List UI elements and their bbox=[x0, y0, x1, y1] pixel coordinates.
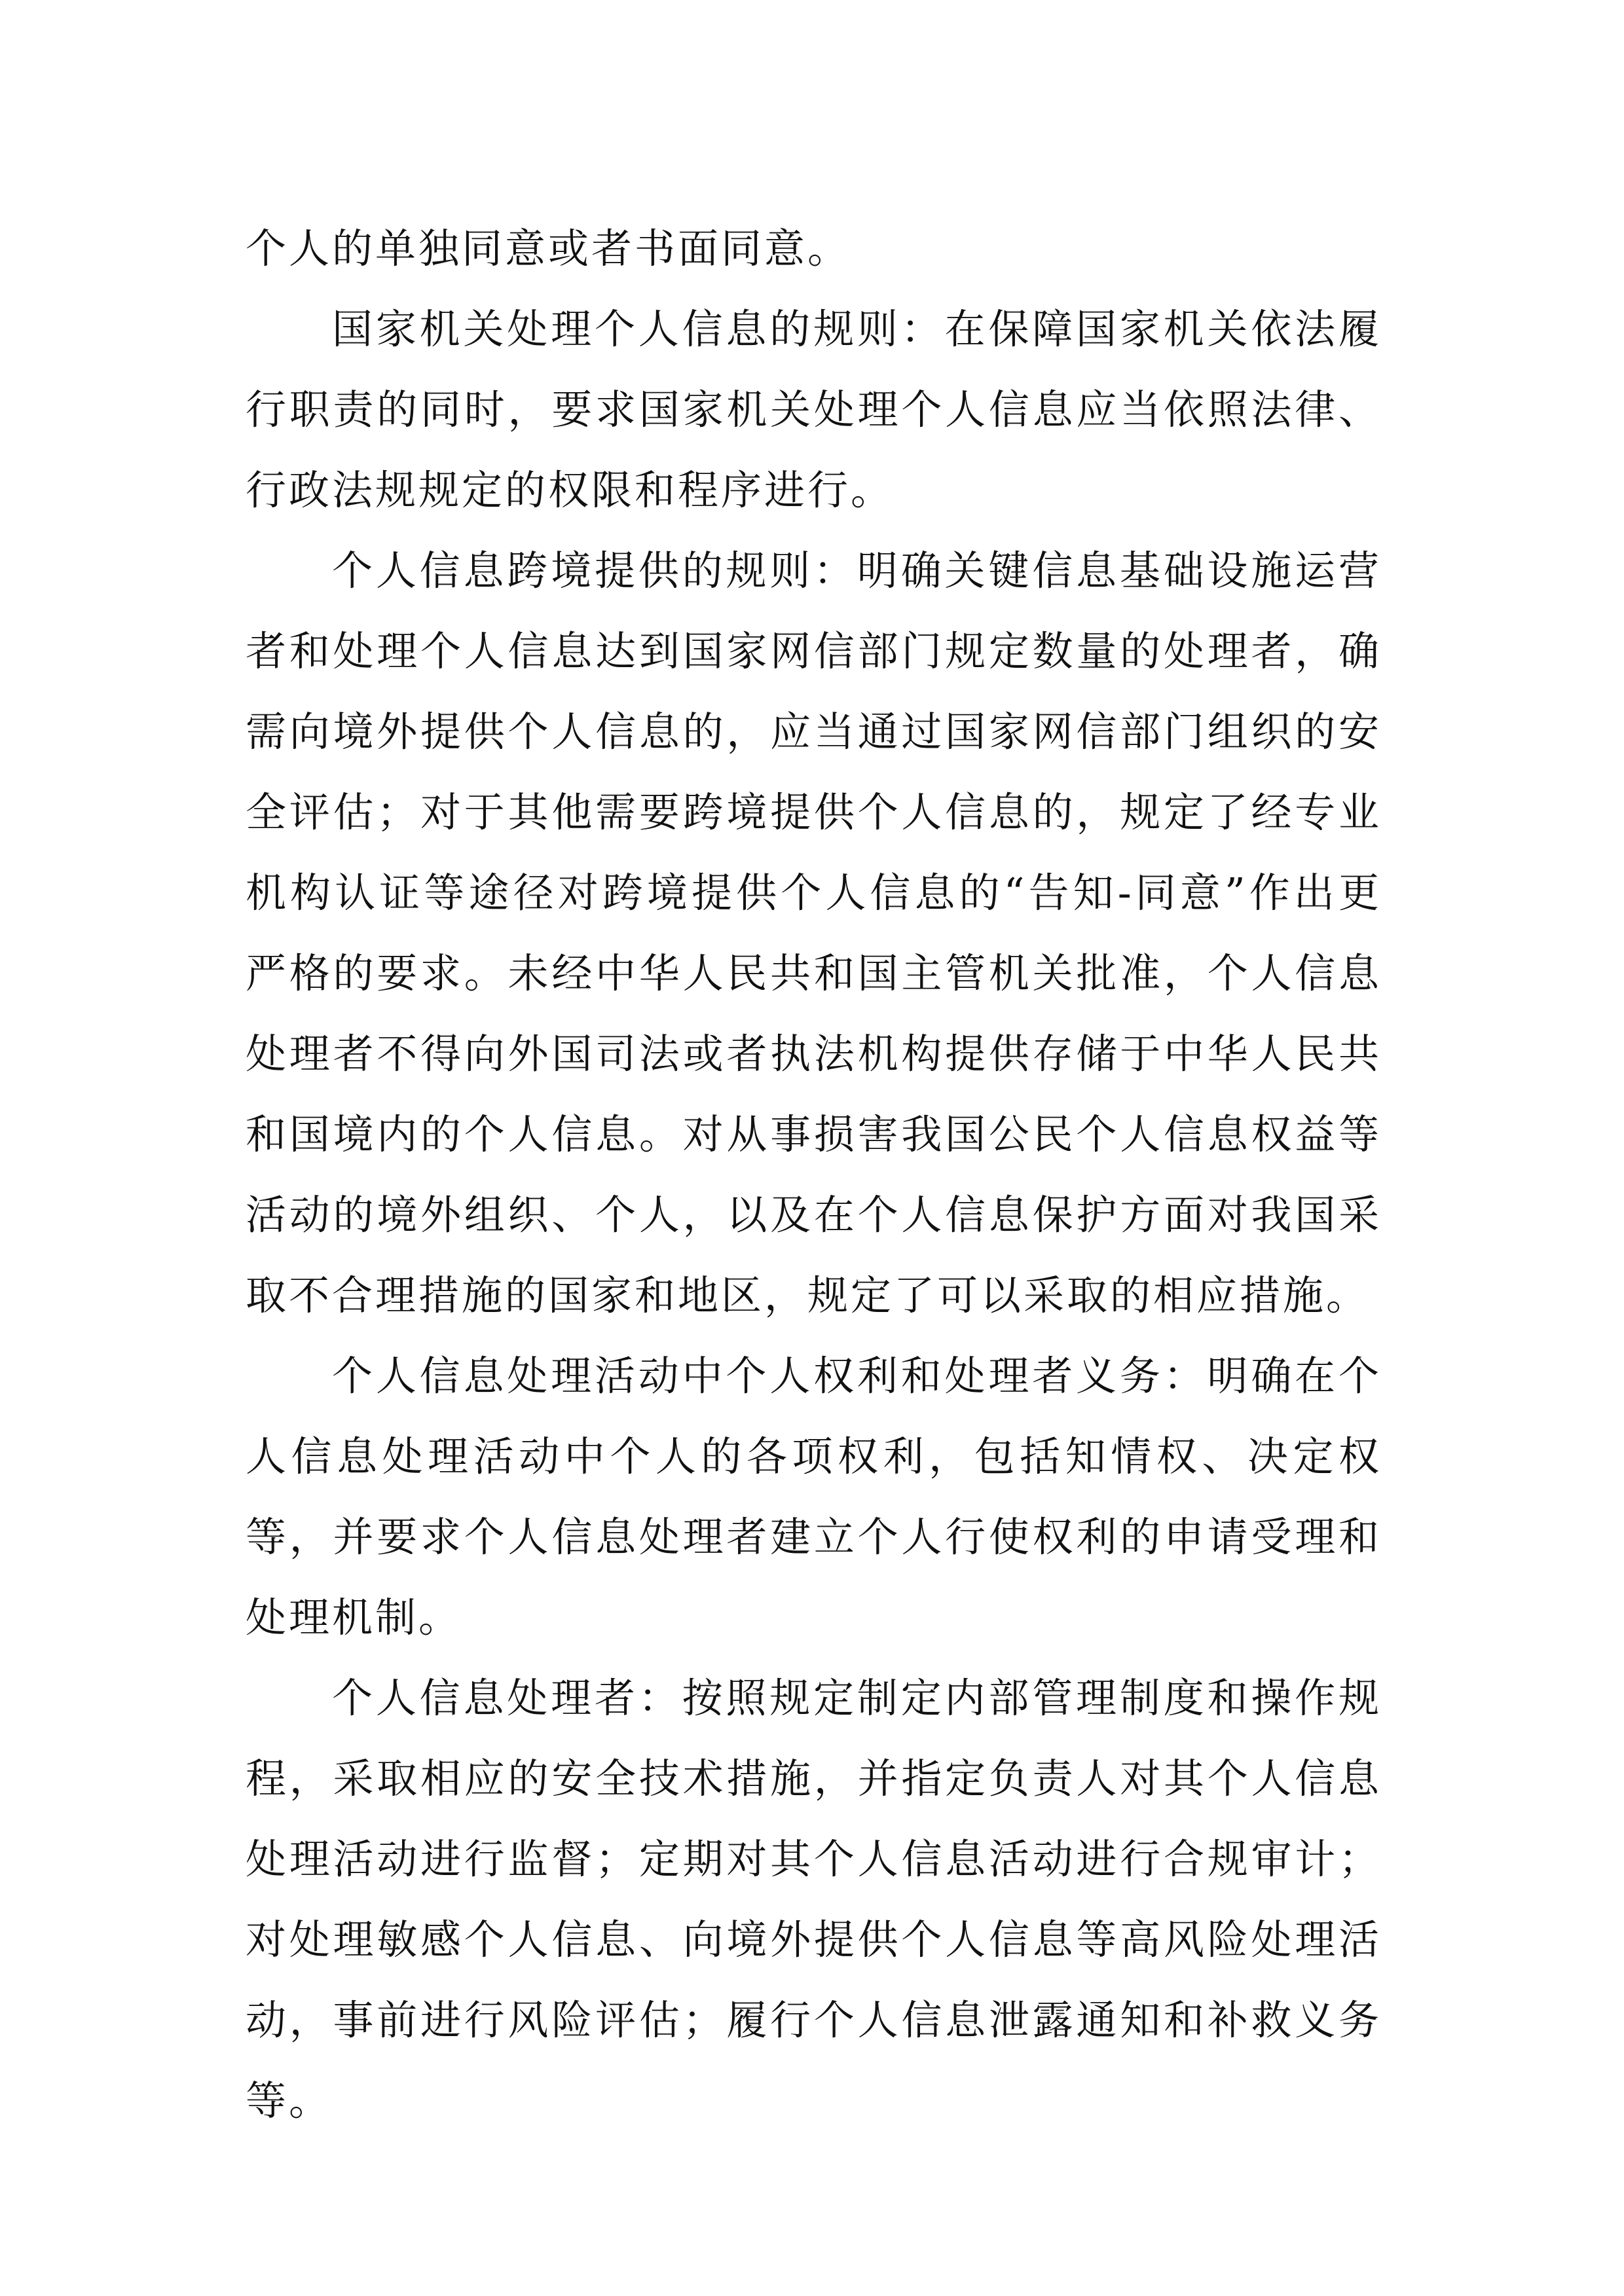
paragraph-cross-border-rules: 个人信息跨境提供的规则：明确关键信息基础设施运营者和处理个人信息达到国家网信部门规定数量的处理者，确需向境外提供个人信息的，应当通过国家网信部门组织的安全评估；对于其他需要跨境提供个人信息的，规定了经专业机构认证等途径对跨境提供个人信息的“告知-同意”作出更严格的要求。未经中华人民共和国主管机关批准，个人信息处理者不得向外国司法或者执法机构提供存储于中华人民共和国境内的个人信息。对从事损害我国公民个人信息权益等活动的境外组织、个人，以及在个人信息保护方面对我国采取不合理措施的国家和地区，规定了可以采取的相应措施。 bbox=[246, 547, 1382, 1319]
paragraph-continuation: 个人的单独同意或者书面同意。 bbox=[246, 225, 851, 272]
paragraph-processor-obligations: 个人信息处理者：按照规定制定内部管理制度和操作规程，采取相应的安全技术措施，并指定负责人对其个人信息处理活动进行监督；定期对其个人信息活动进行合规审计；对处理敏感个人信息、向境外提供个人信息等高风险处理活动，事前进行风险评估；履行个人信息泄露通知和补救义务等。 bbox=[246, 1674, 1382, 2124]
paragraph-state-organs-rules: 国家机关处理个人信息的规则：在保障国家机关依法履行职责的同时，要求国家机关处理个人信息应当依照法律、行政法规规定的权限和程序进行。 bbox=[246, 305, 1382, 514]
document-page bbox=[246, 208, 1382, 2141]
paragraph-individual-rights: 个人信息处理活动中个人权利和处理者义务：明确在个人信息处理活动中个人的各项权利，包括知情权、决定权等，并要求个人信息处理者建立个人行使权利的申请受理和处理机制。 bbox=[246, 1352, 1382, 1641]
